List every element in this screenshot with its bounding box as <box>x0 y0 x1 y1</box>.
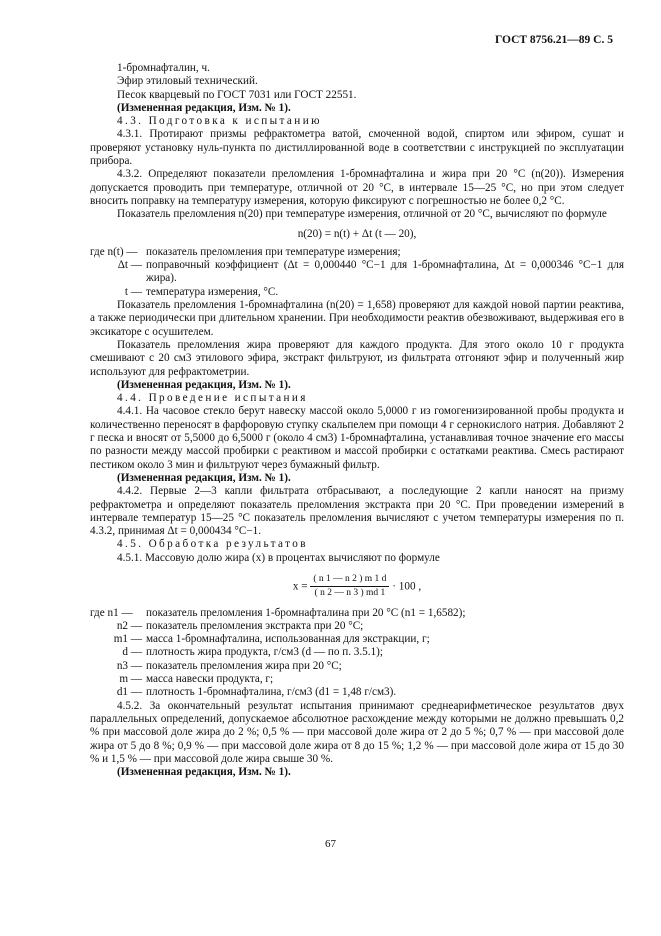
where-item <box>90 607 624 620</box>
edition-note: (Измененная редакция, Изм. № 1). <box>117 766 291 779</box>
where-key: n2 — <box>116 619 142 632</box>
edition-note: (Измененная редакция, Изм. № 1). <box>117 471 291 484</box>
reagent-line: Эфир этиловый технический. <box>117 75 258 88</box>
reagent-line: 1-бромнафталин, ч. <box>117 62 210 74</box>
where-item <box>90 246 624 259</box>
where-key: d1 — <box>116 686 142 699</box>
formula-refraction: n(20) = n(t) + Δt (t — 20), <box>297 227 417 240</box>
edition-note: (Измененная редакция, Изм. № 1). <box>117 378 291 391</box>
where-text: масса 1-бромнафталина, использованная для экстракции, г; <box>146 633 430 646</box>
where-key: t — <box>124 285 142 298</box>
where-text: показатель преломления жира при 20 °С; <box>146 659 342 672</box>
formula-lhs: x = <box>292 580 308 593</box>
where-text: поправочный коэффициент (Δt = 0,000440 °С−1 для 1-бромнафталина, Δt = 0,000346 °С−1 для жира). <box>146 259 624 285</box>
formula-numerator: ( n 1 — n 2 ) m 1 d <box>310 573 389 587</box>
paragraph: 4.4.2. Первые 2—3 капли фильтрата отбрасывают, а последующие 2 капли наносят на призму рефрактометра и определяют показатель преломления экстракта при 20 °С. При проведении измерений в интервале температур 15—25 °С показатель преломления вычисляют с учетом температуры измерения по п. 4.3.2, принимая Δt = 0,000434 °С−1. <box>90 485 624 538</box>
where-list-1 <box>90 246 624 299</box>
where-key: m1 — <box>113 633 142 646</box>
paragraph: 4.3.1. Протирают призмы рефрактометра ватой, смоченной водой, спиртом или эфиром, сушат и проверяют установку нуль-пункта по дистиллированной воде в соответствии с инструкцией по эксплуатации прибора. <box>90 128 624 168</box>
paragraph: Показатель преломления жира проверяют для каждого продукта. Для этого около 10 г продукта смешивают с 20 см3 этилового эфира, экстракт фильтруют, из фильтрата отгоняют эфир и полученный жир используют для рефрактометрии. <box>90 338 624 378</box>
where-key: n3 — <box>116 659 142 672</box>
where-item <box>90 660 624 673</box>
where-key: где n1 — <box>90 606 133 619</box>
paragraph: Показатель преломления 1-бромнафталина (n(20) = 1,658) проверяют для каждой новой партии реактива, а также периодически при длительном хранении. При необходимости реактив обезвоживают, выдерживая его в эксикаторе с осушителем. <box>90 299 624 338</box>
where-key: Δt — <box>117 259 142 272</box>
where-item <box>90 286 624 299</box>
where-item <box>90 686 624 699</box>
paragraph: Показатель преломления n(20) при температуре измерения, отличной от 20 °С, вычисляют по формуле <box>117 208 607 221</box>
where-key: m — <box>119 673 142 686</box>
where-item <box>90 620 624 633</box>
where-key: где n(t) — <box>90 245 138 258</box>
where-text: плотность жира продукта, г/см3 (d — по п. 3.5.1); <box>146 646 384 659</box>
paragraph: 4.5.1. Массовую долю жира (x) в процентах вычисляют по формуле <box>117 551 440 564</box>
section-heading: 4.5. Обработка результатов <box>117 538 308 551</box>
where-text: масса навески продукта, г; <box>146 673 274 686</box>
edition-note: (Измененная редакция, Изм. № 1). <box>117 101 291 114</box>
section-heading: 4.3. Подготовка к испытанию <box>117 115 322 128</box>
where-item <box>90 673 624 686</box>
formula-denominator: ( n 2 — n 3 ) md 1 <box>314 588 386 599</box>
where-item <box>90 633 624 646</box>
paragraph: 4.3.2. Определяют показатели преломления 1-бромнафталина и жира при 20 °С (n(20)). Измерения допускается проводить при температуре, отличной от 20 °С, в интервале 15—25 °С, но при этом следует вносить поправку на температуру измерения, которую фиксируют с погрешностью не более 0,2 °С. <box>90 168 624 207</box>
where-text: показатель преломления экстракта при 20 °С; <box>146 619 364 632</box>
where-text: показатель преломления 1-бромнафталина при 20 °С (n1 = 1,6582); <box>146 606 466 619</box>
page-header: ГОСТ 8756.21—89 С. 5 <box>494 34 613 46</box>
where-item <box>90 646 624 659</box>
document-body <box>90 62 624 779</box>
paragraph: 4.4.1. На часовое стекло берут навеску массой около 5,0000 г из гомогенизированной пробы продукта и количественно переносят в фарфоровую ступку скальпелем при помощи 4 г сернокислого натрия. Добавляют 2 г песка и вносят от 5,5000 до 6,5000 г (около 4 см3) 1-бромнафталина, устанавливая точное значение его массы по разности между массой пробирки с реактивом и массой пробирки с остатками реактива. Смесь растирают пестиком около 3 мин и фильтруют через бумажный фильтр. <box>90 405 624 471</box>
formula-fraction <box>310 573 389 601</box>
where-text: температура измерения, °С. <box>146 285 279 298</box>
section-heading: 4.4. Проведение испытания <box>117 392 308 405</box>
where-text: показатель преломления при температуре измерения; <box>146 245 401 258</box>
where-list-2 <box>90 607 624 700</box>
formula-fat-fraction <box>90 573 624 601</box>
where-text: плотность 1-бромнафталина, г/см3 (d1 = 1,48 г/см3). <box>146 686 397 699</box>
where-item <box>90 259 624 286</box>
reagent-line: Песок кварцевый по ГОСТ 7031 или ГОСТ 22551. <box>117 88 357 101</box>
where-key: d — <box>122 646 142 659</box>
formula-tail: · 100 , <box>392 580 422 593</box>
paragraph: 4.5.2. За окончательный результат испытания принимают среднеарифметическое результатов двух параллельных определений, допускаемое абсолютное расхождение между которыми не должно превышать 0,2 % при массовой доле жира до 2 %; 0,5 % — при массовой доле жира от 2 до 5 %; 0,7 % — при массовой доле жира от 5 до 8 %; 0,9 % — при массовой доле жира от 8 до 15 %; 1,2 % — при массовой доле жира от 15 до 30 % и 1,5 % — при массовой доле жира свыше 30 %. <box>90 699 624 765</box>
page-number: 67 <box>325 838 336 850</box>
